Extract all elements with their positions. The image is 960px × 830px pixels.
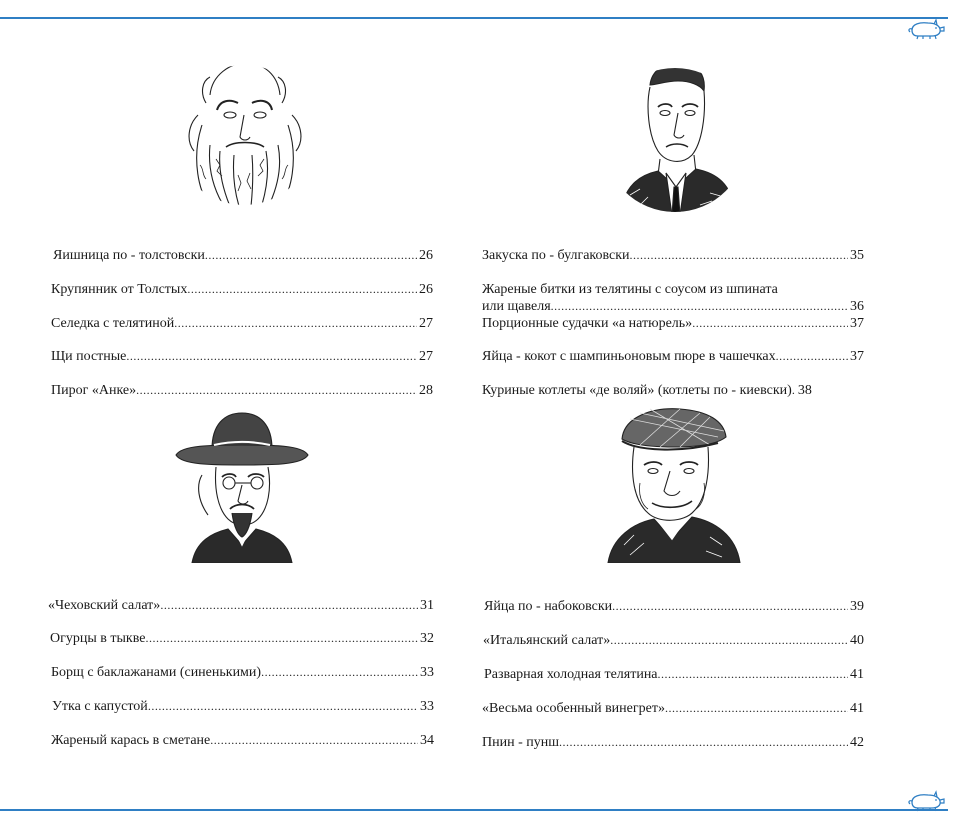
toc-entry-title: «Чеховский салат» bbox=[48, 598, 161, 613]
toc-entry-page: 33 bbox=[420, 665, 434, 680]
toc-entry-title: Закуска по - булгаковски bbox=[482, 248, 630, 263]
toc-entry[interactable] bbox=[51, 315, 433, 332]
toc-entry[interactable] bbox=[484, 666, 864, 683]
toc-entry[interactable] bbox=[51, 348, 433, 365]
toc-entry-page: 37 bbox=[850, 349, 864, 364]
dot-leader bbox=[145, 630, 418, 646]
toc-entry-title: «Итальянский салат» bbox=[483, 633, 611, 648]
toc-entry-title: Порционные судачки «а натюрель» bbox=[482, 316, 693, 331]
dot-leader bbox=[174, 315, 417, 331]
bottom-rule bbox=[0, 809, 948, 811]
toc-entry-page: 38 bbox=[797, 383, 812, 398]
dot-leader bbox=[261, 664, 418, 680]
dot-leader bbox=[126, 348, 417, 364]
toc-entry-page: 33 bbox=[420, 699, 434, 714]
toc-entry-page: 42 bbox=[850, 735, 864, 750]
man-in-suit-portrait bbox=[600, 55, 750, 215]
toc-entry-page: 27 bbox=[419, 316, 433, 331]
toc-entry[interactable] bbox=[52, 698, 434, 715]
man-in-cap-portrait bbox=[600, 405, 750, 563]
dot-leader bbox=[665, 700, 848, 716]
toc-entry[interactable] bbox=[484, 598, 864, 615]
toc-entry-title: Разварная холодная телятина bbox=[484, 667, 658, 682]
toc-entry-title: Жареные битки из телятины с соусом из шпината bbox=[482, 282, 778, 297]
dot-leader bbox=[559, 734, 848, 750]
toc-entry-page: 35 bbox=[850, 248, 864, 263]
toc-entry[interactable] bbox=[51, 732, 434, 749]
toc-entry[interactable] bbox=[48, 597, 434, 614]
toc-entry[interactable] bbox=[51, 664, 434, 681]
toc-entry[interactable] bbox=[53, 247, 433, 264]
dot-leader bbox=[612, 598, 848, 614]
toc-entry-title: Селедка с телятиной bbox=[51, 316, 175, 331]
toc-entry-page: 27 bbox=[419, 349, 433, 364]
dot-leader bbox=[610, 632, 848, 648]
toc-entry-page: 26 bbox=[419, 282, 433, 297]
dot-leader bbox=[630, 247, 848, 263]
toc-entry-page: 26 bbox=[419, 248, 433, 263]
toc-entry-page: 37 bbox=[850, 316, 864, 331]
toc-entry-title: Яйца по - набоковски bbox=[484, 599, 613, 614]
toc-entry-page: 31 bbox=[420, 598, 434, 613]
toc-entry-page: 40 bbox=[850, 633, 864, 648]
dot-leader bbox=[136, 382, 417, 398]
toc-entry-title: Щи постные bbox=[51, 349, 127, 364]
toc-entry[interactable] bbox=[482, 282, 864, 315]
toc-entry-title: Яйца - кокот с шампиньоновым пюре в чашечках bbox=[482, 349, 776, 364]
toc-entry-title: Яишница по - толстовски bbox=[53, 248, 205, 263]
top-rule bbox=[0, 17, 948, 19]
toc-entry-title: «Весьма особенный винегрет» bbox=[482, 701, 665, 716]
toc-entry[interactable] bbox=[482, 382, 864, 399]
toc-entry[interactable] bbox=[51, 281, 433, 298]
toc-entry-title: Пирог «Анке» bbox=[51, 383, 137, 398]
dot-leader bbox=[692, 315, 848, 331]
pig-icon bbox=[906, 18, 946, 40]
toc-entry-title: Огурцы в тыкве bbox=[50, 631, 146, 646]
dot-leader bbox=[210, 732, 418, 748]
toc-entry-title: Утка с капустой bbox=[52, 699, 148, 714]
dot-leader bbox=[551, 298, 848, 314]
toc-entry-page: 39 bbox=[850, 599, 864, 614]
pig-icon bbox=[906, 790, 946, 812]
toc-entry[interactable] bbox=[482, 734, 864, 751]
dot-leader bbox=[658, 666, 848, 682]
dot-leader bbox=[776, 348, 848, 364]
toc-entry-page: 41 bbox=[850, 701, 864, 716]
toc-entry[interactable] bbox=[51, 382, 433, 399]
toc-entry-title: Куриные котлеты «де воляй» (котлеты по - киевски) bbox=[482, 383, 792, 398]
toc-entry[interactable] bbox=[482, 315, 864, 332]
toc-entry-page: 28 bbox=[419, 383, 433, 398]
toc-entry-page: 41 bbox=[850, 667, 864, 682]
dot-leader bbox=[187, 281, 417, 297]
toc-entry-page: 32 bbox=[420, 631, 434, 646]
dot-leader bbox=[160, 597, 418, 613]
toc-entry[interactable] bbox=[482, 348, 864, 365]
toc-entry-title: Жареный карась в сметане bbox=[51, 733, 211, 748]
toc-entry[interactable] bbox=[482, 700, 864, 717]
toc-entry[interactable] bbox=[50, 630, 434, 647]
bearded-man-portrait bbox=[172, 55, 317, 215]
toc-entry-title: Крупянник от Толстых bbox=[51, 282, 188, 297]
toc-entry-title: Борщ с баклажанами (синенькими) bbox=[51, 665, 262, 680]
dot-leader bbox=[148, 698, 418, 714]
toc-entry-page: 36 bbox=[850, 299, 864, 314]
toc-entry-title-continued: или щавеля bbox=[482, 299, 551, 314]
dot-leader bbox=[205, 247, 417, 263]
toc-entry-title: Пнин - пунш bbox=[482, 735, 560, 750]
toc-entry[interactable] bbox=[483, 632, 864, 649]
man-in-hat-portrait bbox=[172, 405, 312, 563]
toc-entry-page: 34 bbox=[420, 733, 434, 748]
toc-entry[interactable] bbox=[482, 247, 864, 264]
